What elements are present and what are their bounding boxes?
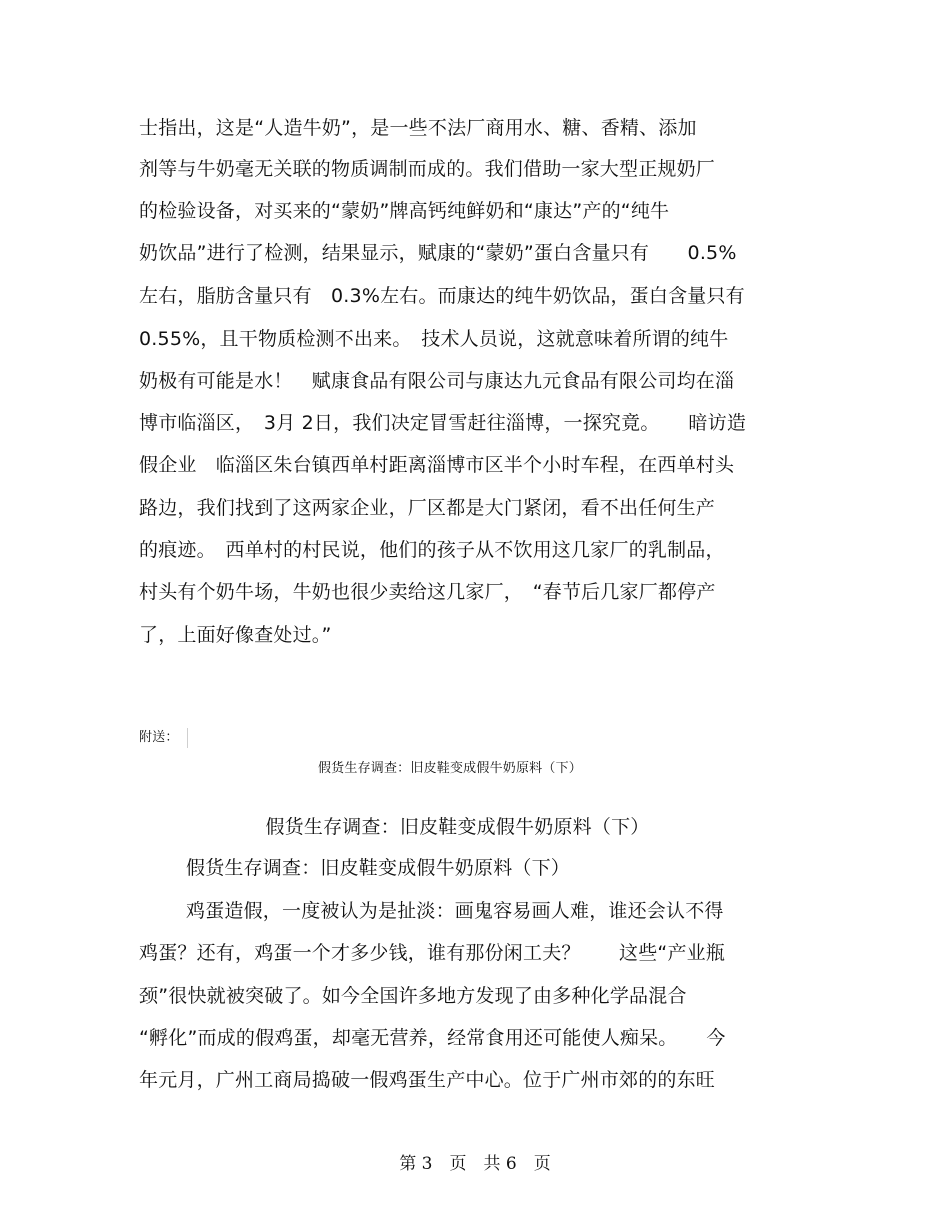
paragraph-1-line-12: 村头有个奶牛场，牛奶也很少卖给这几家厂， “春节后几家厂都停产 <box>139 581 716 603</box>
paragraph-1-line-3: 的检验设备，对买来的“蒙奶”牌高钙纯鲜奶和“康达”产的“纯牛 <box>139 200 670 222</box>
paragraph-1-line-2: 剂等与牛奶毫无关联的物质调制而成的。我们借助一家大型正规奶厂 <box>139 158 716 180</box>
paragraph-1-line-10: 路边，我们找到了这两家企业，厂区都是大门紧闭，看不出任何生产 <box>139 497 716 519</box>
paragraph-1-line-9: 假企业 临淄区朱台镇西单村距离淄博市区半个小时车程，在西单村头 <box>139 454 735 476</box>
paragraph-1-line-6: 0.55%，且干物质检测不出来。 技术人员说，这就意味着所谓的纯牛 <box>139 328 729 350</box>
article-title: 假货生存调查：旧皮鞋变成假牛奶原料（下） <box>265 816 650 838</box>
paragraph-2-line-2: 鸡蛋？还有，鸡蛋一个才多少钱，谁有那份闲工夫？ 这些“产业瓶 <box>139 942 726 964</box>
attachment-small-title: 假货生存调查：旧皮鞋变成假牛奶原料（下） <box>317 761 582 776</box>
attachment-label: 附送： <box>139 730 179 745</box>
article-subtitle: 假货生存调查：旧皮鞋变成假牛奶原料（下） <box>186 857 571 879</box>
paragraph-1-line-7: 奶极有可能是水！ 赋康食品有限公司与康达九元食品有限公司均在淄 <box>139 370 735 392</box>
paragraph-2-line-5: 年元月，广州工商局捣破一假鸡蛋生产中心。位于广州市郊的的东旺 <box>139 1069 716 1091</box>
paragraph-1-line-1: 士指出，这是“人造牛奶”，是一些不法厂商用水、糖、香精、添加 <box>139 117 697 139</box>
paragraph-2-line-4: “孵化”而成的假鸡蛋，却毫无营养，经常食用还可能使人痴呆。 今 <box>139 1027 726 1049</box>
paragraph-2-line-1: 鸡蛋造假，一度被认为是扯淡：画鬼容易画人难，谁还会认不得 <box>186 900 724 922</box>
attachment-divider <box>187 728 188 748</box>
paragraph-1-line-11: 的痕迹。 西单村的村民说，他们的孩子从不饮用这几家厂的乳制品， <box>139 539 725 561</box>
paragraph-1-line-8: 博市临淄区， 3月 2日，我们决定冒雪赶往淄博，一探究竟。 暗访造 <box>139 412 747 434</box>
paragraph-1-line-4: 奶饮品”进行了检测，结果显示，赋康的“蒙奶”蛋白含量只有 0.5% <box>139 242 737 264</box>
paragraph-1-line-5: 左右，脂肪含量只有 0.3%左右。而康达的纯牛奶饮品，蛋白含量只有 <box>139 285 745 307</box>
paragraph-1-line-13: 了，上面好像查处过。” <box>139 624 332 646</box>
paragraph-2-line-3: 颈”很快就被突破了。如今全国许多地方发现了由多种化学品混合 <box>139 985 687 1007</box>
page-number-footer: 第 3 页 共 6 页 <box>399 1154 551 1174</box>
